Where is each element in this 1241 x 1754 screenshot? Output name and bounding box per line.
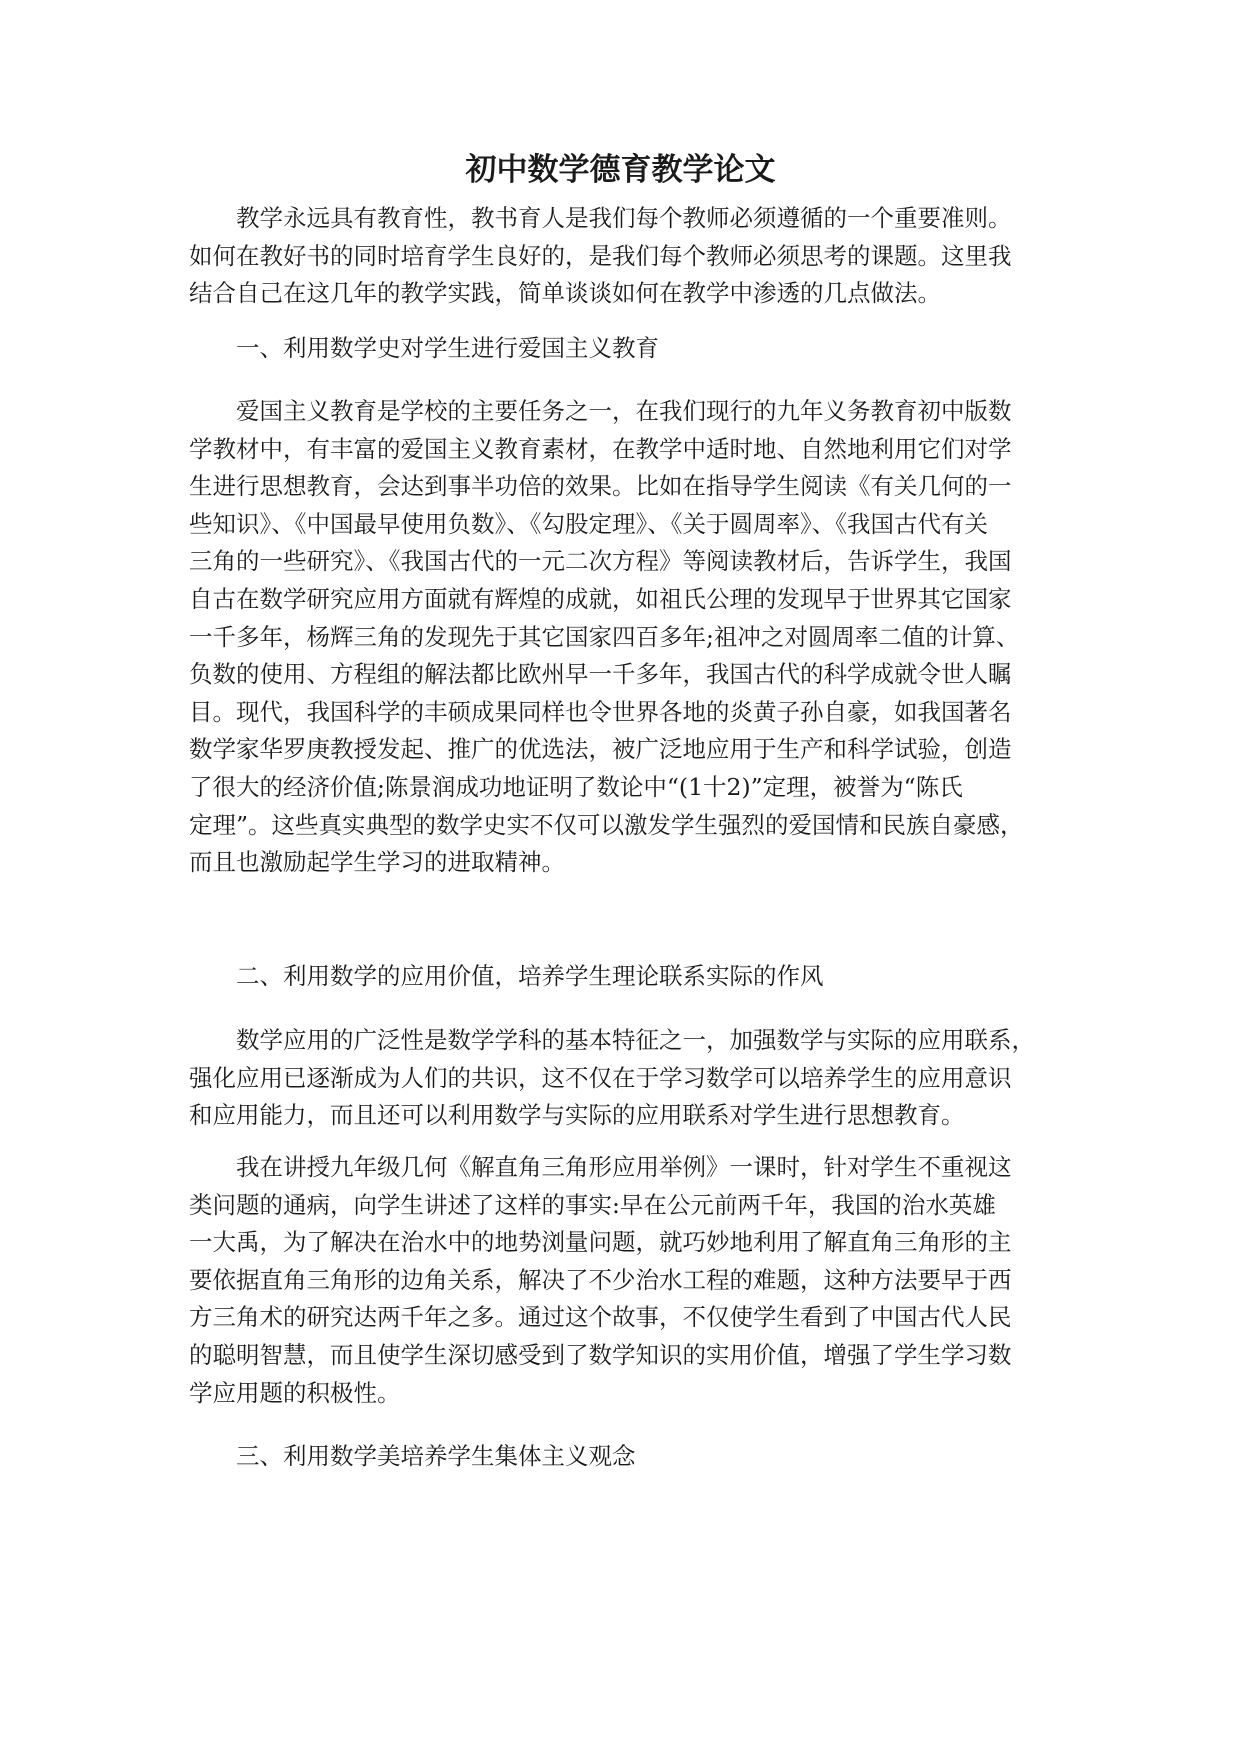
text-line: 结合自己在这几年的教学实践，简单谈谈如何在教学中渗透的几点做法。 xyxy=(189,279,941,308)
section1-paragraph xyxy=(189,393,1051,882)
text-line: 自古在数学研究应用方面就有辉煌的成就，如祖氏公理的发现早于世界其它国家 xyxy=(189,584,1012,613)
text-line: 类问题的通病，向学生讲述了这样的事实:早在公元前两千年，我国的治水英雄 xyxy=(189,1190,996,1219)
page-title: 初中数学德育教学论文 xyxy=(465,152,776,188)
intro-paragraph xyxy=(189,200,1051,313)
text-line: 学教材中，有丰富的爱国主义教育素材，在教学中适时地、自然地利用它们对学 xyxy=(189,434,1012,463)
text-line: 爱国主义教育是学校的主要任务之一，在我们现行的九年义务教育初中版数 xyxy=(236,397,1012,425)
text-line: 数学应用的广泛性是数学学科的基本特征之一，加强数学与实际的应用联系， xyxy=(236,1026,1035,1054)
text-line: 如何在教好书的同时培育学生良好的，是我们每个教师必须思考的课题。这里我 xyxy=(189,241,1012,270)
text-line: 负数的使用、方程组的解法都比欧州早一千多年，我国古代的科学成就令世人瞩 xyxy=(189,660,1012,689)
section-heading-1: 一、利用数学史对学生进行爱国主义教育 xyxy=(236,334,659,362)
text-line: 的聪明智慧，而且使学生深切感受到了数学知识的实用价值，增强了学生学习数 xyxy=(189,1340,1012,1369)
section2-paragraph-1 xyxy=(189,1022,1051,1135)
section-heading-3: 三、利用数学美培养学生集体主义观念 xyxy=(236,1442,636,1470)
text-line: 目。现代，我国科学的丰硕成果同样也令世界各地的炎黄子孙自豪，如我国著名 xyxy=(189,697,1012,726)
text-line: 了很大的经济价值;陈景润成功地证明了数论中“(1十2)”定理，被誉为“陈氏 xyxy=(189,772,963,801)
text-line: 我在讲授九年级几何《解直角三角形应用举例》一课时，针对学生不重视这 xyxy=(236,1153,1012,1181)
text-line: 一大禹，为了解决在治水中的地势浏量问题，就巧妙地利用了解直角三角形的主 xyxy=(189,1228,1012,1257)
text-line: 强化应用已逐渐成为人们的共识，这不仅在于学习数学可以培养学生的应用意识 xyxy=(189,1063,1012,1092)
text-line: 定理”。这些真实典型的数学史实不仅可以激发学生强烈的爱国情和民族自豪感， xyxy=(189,810,1024,839)
text-line: 而且也激励起学生学习的进取精神。 xyxy=(189,848,565,877)
text-line: 些知识》、《中国最早使用负数》、《勾股定理》、《关于圆周率》、《我国古代有关 xyxy=(189,509,988,538)
text-line: 三角的一些研究》、《我国古代的一元二次方程》等阅读教材后，告诉学生，我国 xyxy=(189,547,1012,576)
section-heading-2: 二、利用数学的应用价值，培养学生理论联系实际的作风 xyxy=(236,962,824,990)
text-line: 方三角术的研究达两千年之多。通过这个故事，不仅使学生看到了中国古代人民 xyxy=(189,1303,1012,1332)
text-line: 数学家华罗庚教授发起、推广的优选法，被广泛地应用于生产和科学试验，创造 xyxy=(189,735,1012,764)
text-line: 学应用题的积极性。 xyxy=(189,1378,401,1407)
text-line: 和应用能力，而且还可以利用数学与实际的应用联系对学生进行思想教育。 xyxy=(189,1101,965,1130)
text-line: 要依据直角三角形的边角关系，解决了不少治水工程的难题，这种方法要早于西 xyxy=(189,1265,1012,1294)
text-line: 教学永远具有教育性，教书育人是我们每个教师必须遵循的一个重要准则。 xyxy=(236,204,1012,232)
section2-paragraph-2 xyxy=(189,1149,1051,1412)
text-line: 一千多年，杨辉三角的发现先于其它国家四百多年;祖冲之对圆周率二值的计算、 xyxy=(189,622,1020,651)
text-line: 生进行思想教育，会达到事半功倍的效果。比如在指导学生阅读《有关几何的一 xyxy=(189,472,1012,501)
